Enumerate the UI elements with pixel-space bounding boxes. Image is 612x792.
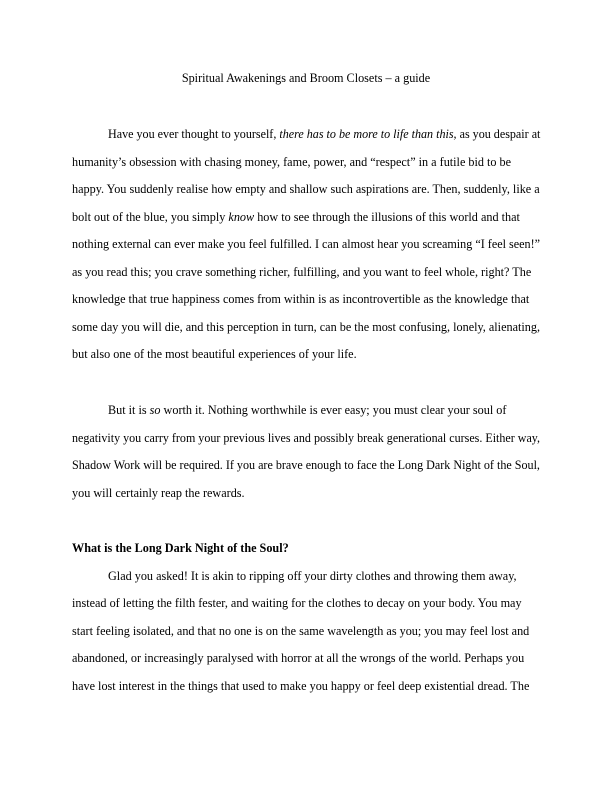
paragraph-1-line-2: humanity’s obsession with chasing money, fame, power, and “respect” in a futile bid to be (72, 155, 512, 169)
paragraph-3-line-4: abandoned, or increasingly paralysed with horror at all the wrongs of the world. Perhaps you (72, 651, 525, 665)
document-title: Spiritual Awakenings and Broom Closets – a guide (181, 71, 431, 85)
paragraph-1-line-8: some day you will die, and this perception in turn, can be the most confusing, lonely, alienating, (72, 320, 540, 334)
paragraph-1-line-1 (108, 126, 540, 142)
paragraph-1-line-3: happy. You suddenly realise how empty and shallow such aspirations are. Then, suddenly, like a (72, 182, 540, 196)
paragraph-1-line-4 (72, 209, 520, 225)
text-run: bolt out of the blue, you simply (72, 210, 229, 224)
text-run: as you despair at (456, 127, 541, 141)
paragraph-1-line-9: but also one of the most beautiful experiences of your life. (72, 347, 357, 361)
text-run: how to see through the illusions of this world and that (254, 210, 520, 224)
paragraph-2-line-1 (108, 402, 506, 418)
paragraph-3-line-5: have lost interest in the things that used to make you happy or feel deep existential dread. The (72, 679, 530, 693)
paragraph-2-line-2: negativity you carry from your previous lives and possibly break generational curses. Either way, (72, 431, 541, 445)
text-run: But it is (108, 403, 150, 417)
paragraph-2-line-3: Shadow Work will be required. If you are brave enough to face the Long Dark Night of the Soul, (72, 458, 540, 472)
italic-phrase: there has to be more to life than this, (279, 127, 457, 141)
paragraph-3-line-1: Glad you asked! It is akin to ripping off your dirty clothes and throwing them away, (108, 569, 517, 583)
paragraph-1-line-5: nothing external can ever make you feel fulfilled. I can almost hear you screaming “I feel seen!” (72, 237, 541, 251)
italic-word: know (228, 210, 255, 224)
text-run: Have you ever thought to yourself, (108, 127, 280, 141)
paragraph-3-line-2: instead of letting the filth fester, and waiting for the clothes to decay on your body. You may (72, 596, 522, 610)
paragraph-1-line-7: knowledge that true happiness comes from within is as incontrovertible as the knowledge that (72, 292, 530, 306)
paragraph-2-line-4: you will certainly reap the rewards. (72, 486, 245, 500)
text-run: worth it. Nothing worthwhile is ever easy; you must clear your soul of (160, 403, 507, 417)
italic-word: so (149, 403, 161, 417)
paragraph-3-line-3: start feeling isolated, and that no one is on the same wavelength as you; you may feel lost and (72, 624, 530, 638)
paragraph-1-line-6: as you read this; you crave something richer, fulfilling, and you want to feel whole, right? The (72, 265, 532, 279)
section-heading: What is the Long Dark Night of the Soul? (72, 541, 289, 555)
